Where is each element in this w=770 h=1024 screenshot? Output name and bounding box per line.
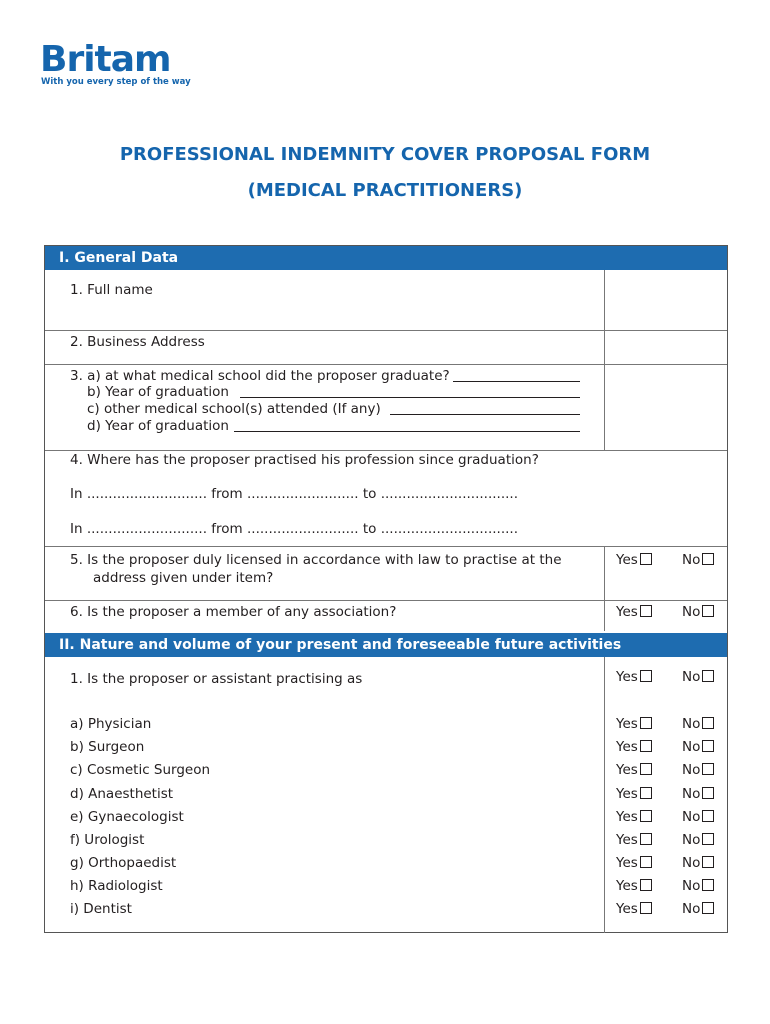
specialty-dentist-no-checkbox[interactable]: No [682, 901, 714, 917]
column-divider [604, 270, 605, 450]
specialty-anaesthetist-no-checkbox[interactable]: No [682, 786, 714, 802]
practising-question: 1. Is the proposer or assistant practising as [70, 671, 363, 687]
specialty-cosmetic-surgeon-label: c) Cosmetic Surgeon [70, 762, 211, 778]
column-divider [604, 546, 605, 631]
association-yes-checkbox[interactable]: Yes [616, 604, 652, 620]
association-question: 6. Is the proposer a member of any association? [70, 604, 397, 620]
specialty-urologist-yes-checkbox[interactable]: Yes [616, 832, 652, 848]
specialty-surgeon-no-checkbox[interactable]: No [682, 739, 714, 755]
specialty-orthopaedist-label: g) Orthopaedist [70, 855, 177, 871]
specialty-gynaecologist-label: e) Gynaecologist [70, 809, 184, 825]
logo-tagline: With you every step of the way [41, 77, 191, 87]
form-title: PROFESSIONAL INDEMNITY COVER PROPOSAL FORM [119, 144, 651, 165]
specialty-radiologist-no-checkbox[interactable]: No [682, 878, 714, 894]
form-subtitle: (MEDICAL PRACTITIONERS) [247, 180, 523, 201]
specialty-physician-label: a) Physician [70, 716, 152, 732]
specialty-urologist-no-checkbox[interactable]: No [682, 832, 714, 848]
other-graduation-year-label: d) Year of graduation [87, 418, 229, 434]
full-name-label: 1. Full name [70, 282, 153, 298]
practice-period-1[interactable]: In ............................ from .......................... to ................................ [70, 486, 519, 502]
medical-school-label: 3. a) at what medical school did the proposer graduate? [70, 368, 450, 384]
licensed-no-checkbox[interactable]: No [682, 552, 714, 568]
specialty-physician-yes-checkbox[interactable]: Yes [616, 716, 652, 732]
specialty-surgeon-yes-checkbox[interactable]: Yes [616, 739, 652, 755]
practising-yes-checkbox[interactable]: Yes [616, 669, 652, 685]
row-divider [45, 364, 727, 365]
practice-history-label: 4. Where has the proposer practised his profession since graduation? [70, 452, 539, 468]
other-graduation-year-field[interactable] [234, 431, 580, 432]
graduation-year-field[interactable] [240, 397, 580, 398]
britam-logo: Britam [40, 39, 171, 80]
specialty-anaesthetist-label: d) Anaesthetist [70, 786, 174, 802]
specialty-dentist-yes-checkbox[interactable]: Yes [616, 901, 652, 917]
specialty-radiologist-label: h) Radiologist [70, 878, 163, 894]
medical-school-field[interactable] [453, 381, 580, 382]
specialty-physician-no-checkbox[interactable]: No [682, 716, 714, 732]
row-divider [45, 546, 727, 547]
business-address-label: 2. Business Address [70, 334, 205, 350]
column-divider [604, 657, 605, 933]
specialty-gynaecologist-yes-checkbox[interactable]: Yes [616, 809, 652, 825]
specialty-radiologist-yes-checkbox[interactable]: Yes [616, 878, 652, 894]
licensed-question: 5. Is the proposer duly licensed in accordance with law to practise at the [70, 552, 562, 568]
specialty-cosmetic-surgeon-no-checkbox[interactable]: No [682, 762, 714, 778]
section-general-data-header: I. General Data [45, 246, 727, 270]
section-activities-header: II. Nature and volume of your present and foreseeable future activities [45, 633, 727, 657]
specialty-gynaecologist-no-checkbox[interactable]: No [682, 809, 714, 825]
specialty-dentist-label: i) Dentist [70, 901, 132, 917]
practice-period-2[interactable]: In ............................ from .......................... to ................................ [70, 521, 519, 537]
licensed-question-cont: address given under item? [93, 570, 274, 586]
practising-no-checkbox[interactable]: No [682, 669, 714, 685]
specialty-orthopaedist-yes-checkbox[interactable]: Yes [616, 855, 652, 871]
association-no-checkbox[interactable]: No [682, 604, 714, 620]
specialty-anaesthetist-yes-checkbox[interactable]: Yes [616, 786, 652, 802]
specialty-urologist-label: f) Urologist [70, 832, 145, 848]
other-school-label: c) other medical school(s) attended (If any) [87, 401, 381, 417]
licensed-yes-checkbox[interactable]: Yes [616, 552, 652, 568]
graduation-year-label: b) Year of graduation [87, 384, 229, 400]
row-divider [45, 330, 727, 331]
specialty-surgeon-label: b) Surgeon [70, 739, 145, 755]
specialty-cosmetic-surgeon-yes-checkbox[interactable]: Yes [616, 762, 652, 778]
row-divider [45, 600, 727, 601]
other-school-field[interactable] [390, 414, 580, 415]
specialty-orthopaedist-no-checkbox[interactable]: No [682, 855, 714, 871]
row-divider [45, 450, 727, 451]
